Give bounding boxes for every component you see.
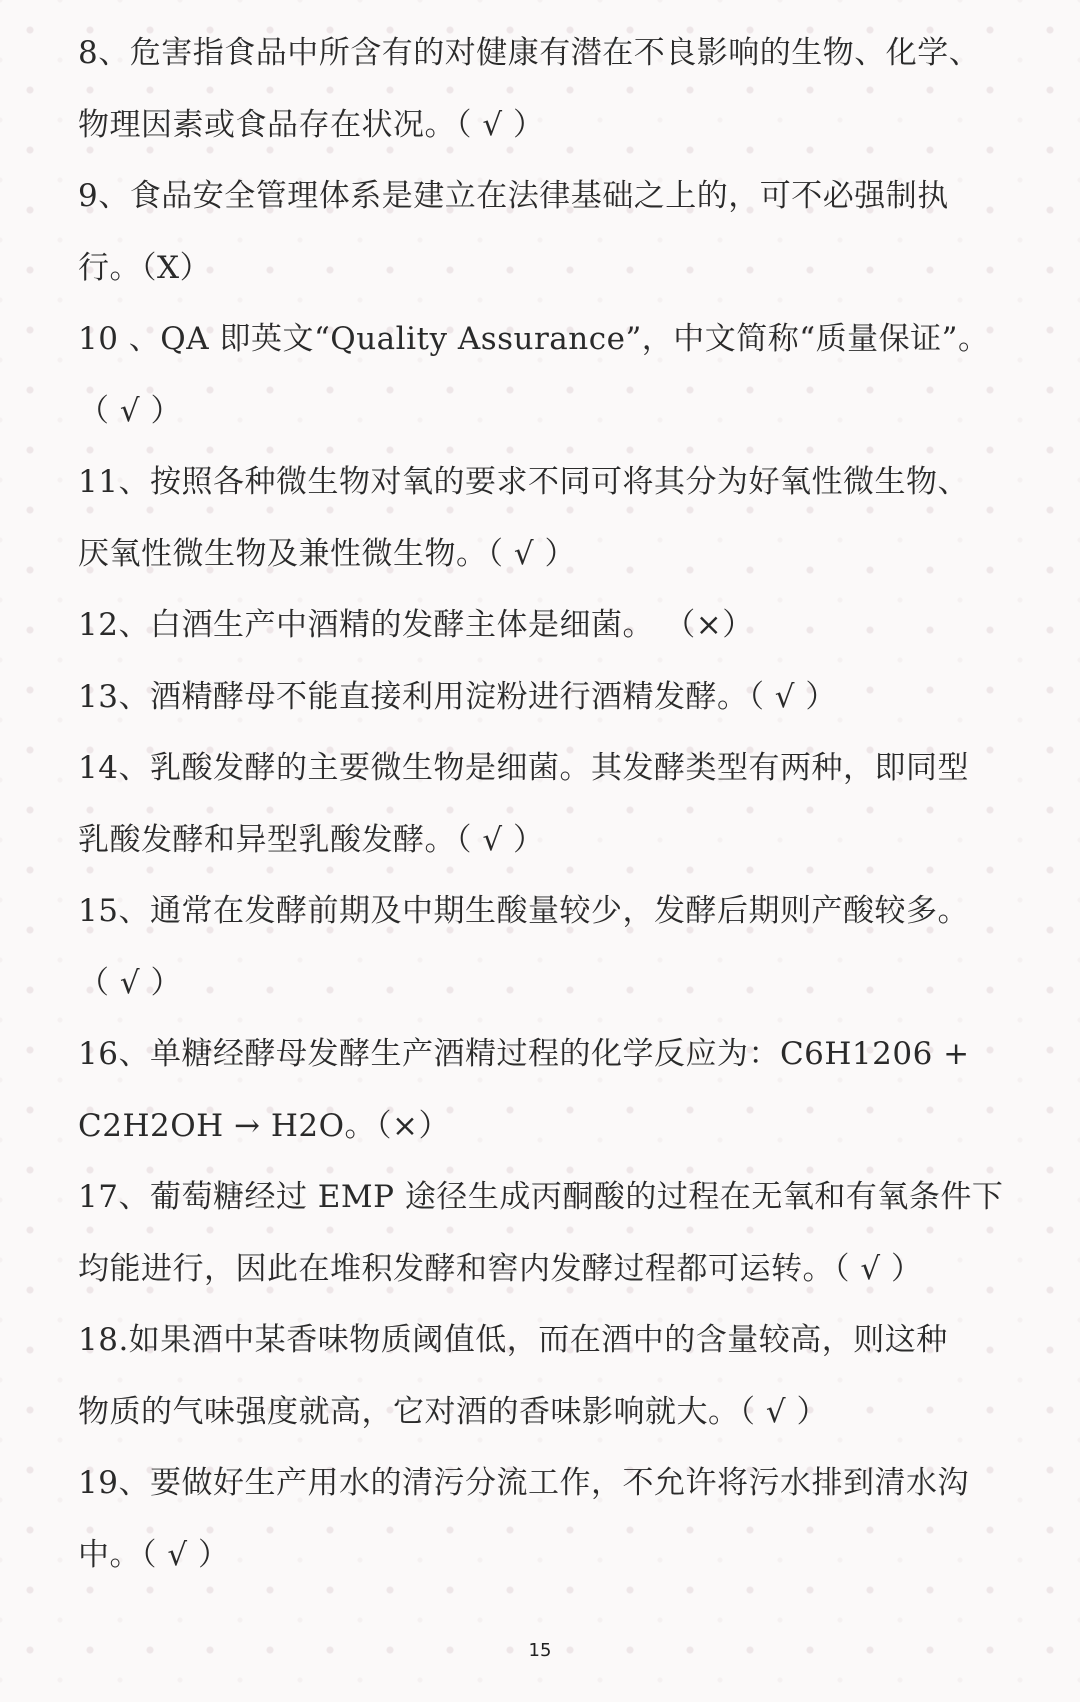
question-line: 物质的气味强度就高，它对酒的香味影响就大。（ √ ） bbox=[78, 1393, 828, 1430]
question-line: 18.如果酒中某香味物质阈值低，而在酒中的含量较高，则这种 bbox=[78, 1322, 948, 1358]
question-line: 15、通常在发酵前期及中期生酸量较少，发酵后期则产酸较多。 bbox=[78, 893, 969, 929]
question-line: 12、白酒生产中酒精的发酵主体是细菌。 （×） bbox=[78, 607, 754, 643]
question-item bbox=[78, 876, 1038, 1019]
question-line: （ √ ） bbox=[78, 392, 182, 429]
question-line: 9、食品安全管理体系是建立在法律基础之上的，可不必强制执 bbox=[78, 178, 949, 214]
page-number: 15 bbox=[528, 1640, 552, 1661]
question-line: 物理因素或食品存在状况。（ √ ） bbox=[78, 106, 545, 143]
question-line: 厌氧性微生物及兼性微生物。（ √ ） bbox=[78, 535, 576, 572]
document-page bbox=[78, 18, 1038, 1591]
question-item bbox=[78, 1019, 1038, 1162]
question-line: 11、按照各种微生物对氧的要求不同可将其分为好氧性微生物、 bbox=[78, 464, 969, 500]
question-item bbox=[78, 662, 1038, 734]
question-line: 行。（X） bbox=[78, 249, 212, 286]
question-line: （ √ ） bbox=[78, 964, 182, 1001]
question-item bbox=[78, 1162, 1038, 1305]
question-line: 16、单糖经酵母发酵生产酒精过程的化学反应为：C6H1206 + bbox=[78, 1036, 970, 1072]
question-item bbox=[78, 590, 1038, 662]
question-item bbox=[78, 1305, 1038, 1448]
question-line: 14、乳酸发酵的主要微生物是细菌。其发酵类型有两种，即同型 bbox=[78, 750, 969, 786]
question-item bbox=[78, 304, 1038, 447]
question-line: 10 、QA 即英文“Quality Assurance”，中文简称“质量保证”。 bbox=[78, 321, 990, 357]
question-line: 17、葡萄糖经过 EMP 途径生成丙酮酸的过程在无氧和有氧条件下 bbox=[78, 1179, 1004, 1215]
question-item bbox=[78, 161, 1038, 304]
question-line: 均能进行，因此在堆积发酵和窖内发酵过程都可运转。（ √ ） bbox=[78, 1250, 923, 1287]
question-item bbox=[78, 447, 1038, 590]
question-line: 8、危害指食品中所含有的对健康有潜在不良影响的生物、化学、 bbox=[78, 35, 981, 71]
question-item bbox=[78, 18, 1038, 161]
question-line: 中。（ √ ） bbox=[78, 1536, 230, 1573]
question-line: 13、酒精酵母不能直接利用淀粉进行酒精发酵。（ √ ） bbox=[78, 678, 837, 715]
question-line: 乳酸发酵和异型乳酸发酵。（ √ ） bbox=[78, 821, 545, 858]
question-line: 19、要做好生产用水的清污分流工作，不允许将污水排到清水沟 bbox=[78, 1465, 969, 1501]
question-line: C2H2OH → H2O。（×） bbox=[78, 1107, 450, 1144]
question-item bbox=[78, 1448, 1038, 1591]
question-item bbox=[78, 733, 1038, 876]
